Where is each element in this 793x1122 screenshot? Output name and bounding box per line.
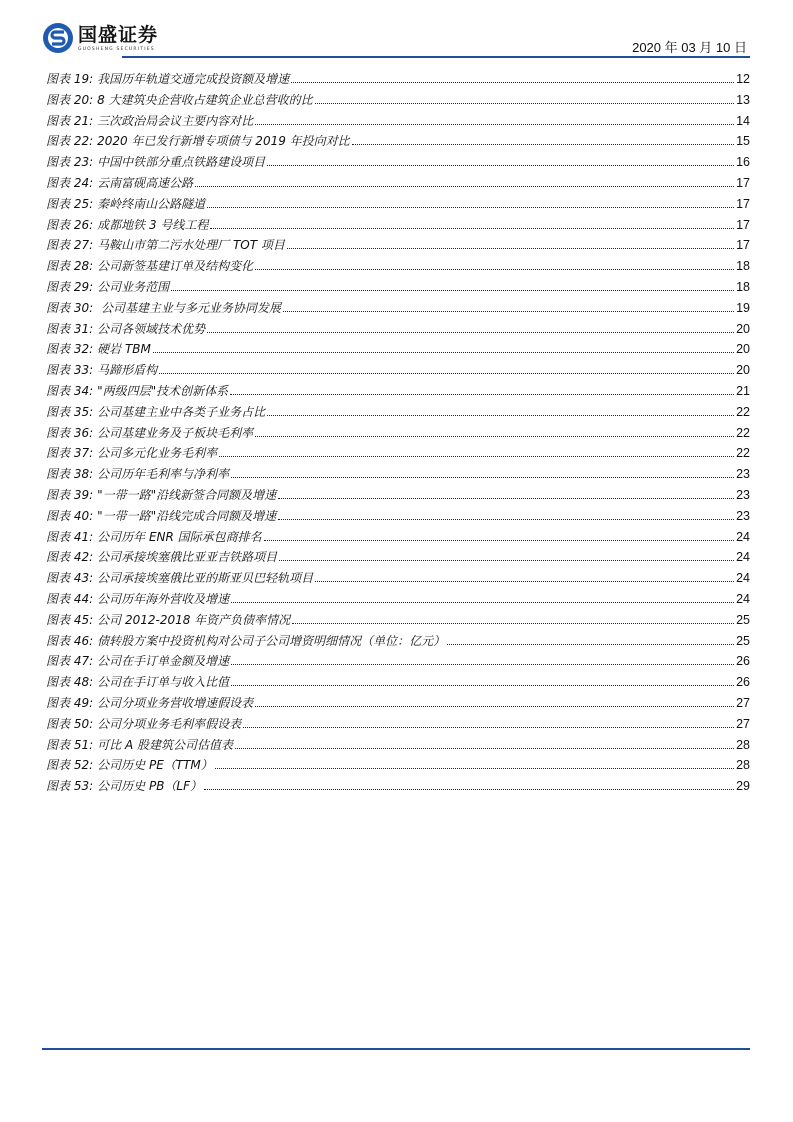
figure-number: 图表 50: xyxy=(46,716,94,731)
figure-number: 图表 53: xyxy=(46,779,94,794)
page-number: 24 xyxy=(736,571,750,586)
figure-number: 图表 30: xyxy=(46,300,94,315)
page-number: 13 xyxy=(736,92,750,107)
figure-number: 图表 21: xyxy=(46,113,94,128)
toc-entry[interactable] xyxy=(46,444,750,465)
figure-number: 图表 29: xyxy=(46,279,94,294)
leader-dots xyxy=(219,456,734,457)
figure-title: 公司历史 PB（LF） xyxy=(97,779,203,794)
figure-number: 图表 33: xyxy=(46,363,94,378)
toc-entry[interactable] xyxy=(46,112,750,133)
leader-dots xyxy=(230,394,734,395)
figure-number: 图表 19: xyxy=(46,72,94,86)
figure-title: 马蹄形盾构 xyxy=(97,363,158,378)
figure-title: 公司基建业务及子板块毛利率 xyxy=(97,425,254,440)
figure-title: "两级四层"技术创新体系 xyxy=(97,383,229,398)
leader-dots xyxy=(207,207,734,208)
company-logo xyxy=(42,22,158,54)
report-date: 2020 年 03 月 10 日 xyxy=(632,40,747,55)
toc-entry[interactable] xyxy=(46,403,750,424)
page-number: 28 xyxy=(736,758,750,773)
toc-entry[interactable] xyxy=(46,257,750,278)
figure-number: 图表 51: xyxy=(46,737,94,752)
toc-entry[interactable] xyxy=(46,340,750,361)
page-number: 23 xyxy=(736,487,750,502)
figure-number: 图表 37: xyxy=(46,446,94,461)
leader-dots xyxy=(283,311,734,312)
figure-number: 图表 48: xyxy=(46,675,94,690)
figure-list xyxy=(46,70,750,798)
page-number: 17 xyxy=(736,217,750,232)
toc-entry[interactable] xyxy=(46,320,750,341)
figure-number: 图表 52: xyxy=(46,758,94,773)
figure-number: 图表 41: xyxy=(46,529,94,544)
figure-title: 公司历史 PE（TTM） xyxy=(97,758,213,773)
toc-entry[interactable] xyxy=(46,777,750,798)
header-divider xyxy=(122,56,750,58)
page-number: 17 xyxy=(736,196,750,211)
figure-number: 图表 43: xyxy=(46,571,94,586)
page-number: 25 xyxy=(736,633,750,648)
page-number: 15 xyxy=(736,134,750,149)
toc-entry[interactable] xyxy=(46,132,750,153)
figure-title: 公司基建主业中各类子业务占比 xyxy=(97,404,266,419)
page-number: 26 xyxy=(736,675,750,690)
page-number: 27 xyxy=(736,695,750,710)
toc-entry[interactable] xyxy=(46,736,750,757)
logo-icon xyxy=(42,22,74,54)
figure-number: 图表 35: xyxy=(46,404,94,419)
leader-dots xyxy=(352,144,734,145)
leader-dots xyxy=(279,560,734,561)
leader-dots xyxy=(447,644,734,645)
toc-entry[interactable] xyxy=(46,91,750,112)
figure-title: 我国历年轨道交通完成投资额及增速 xyxy=(97,72,290,86)
page-number: 26 xyxy=(736,654,750,669)
figure-number: 图表 44: xyxy=(46,591,94,606)
figure-title: 公司在手订单与收入比值 xyxy=(97,675,230,690)
toc-entry[interactable] xyxy=(46,174,750,195)
figure-title: "一带一路"沿线新签合同额及增速 xyxy=(97,487,277,502)
figure-number: 图表 47: xyxy=(46,654,94,669)
toc-entry[interactable] xyxy=(46,548,750,569)
figure-number: 图表 22: xyxy=(46,134,94,149)
toc-entry[interactable] xyxy=(46,70,750,91)
leader-dots xyxy=(210,228,734,229)
leader-dots xyxy=(292,623,734,624)
toc-entry[interactable] xyxy=(46,715,750,736)
figure-title: 公司历年 ENR 国际承包商排名 xyxy=(97,529,262,544)
figure-number: 图表 20: xyxy=(46,92,94,107)
leader-dots xyxy=(171,290,734,291)
figure-title: 公司基建主业与多元业务协同发展 xyxy=(97,300,281,315)
figure-number: 图表 42: xyxy=(46,550,94,565)
figure-title: 公司各领域技术优势 xyxy=(97,321,206,336)
figure-number: 图表 49: xyxy=(46,695,94,710)
page-number: 14 xyxy=(736,113,750,128)
page-number: 25 xyxy=(736,612,750,627)
leader-dots xyxy=(278,498,734,499)
figure-title: 公司分项业务毛利率假设表 xyxy=(97,716,242,731)
toc-entry[interactable] xyxy=(46,382,750,403)
brand-name-en: GUOSHENG SECURITIES xyxy=(78,46,155,52)
leader-dots xyxy=(267,415,734,416)
leader-dots xyxy=(287,248,734,249)
leader-dots xyxy=(231,477,734,478)
page-number: 24 xyxy=(736,591,750,606)
leader-dots xyxy=(235,748,734,749)
toc-entry[interactable] xyxy=(46,632,750,653)
toc-entry[interactable] xyxy=(46,195,750,216)
page-number: 24 xyxy=(736,529,750,544)
page-number: 20 xyxy=(736,342,750,357)
leader-dots xyxy=(231,664,734,665)
page-number: 22 xyxy=(736,425,750,440)
figure-number: 图表 46: xyxy=(46,633,94,648)
toc-entry[interactable] xyxy=(46,694,750,715)
figure-title: 云南富砚高速公路 xyxy=(97,175,194,190)
page-number: 21 xyxy=(736,383,750,398)
page-number: 17 xyxy=(736,175,750,190)
figure-number: 图表 25: xyxy=(46,196,94,211)
page-number: 19 xyxy=(736,300,750,315)
figure-title: 公司历年毛利率与净利率 xyxy=(97,467,230,482)
page-number: 20 xyxy=(736,363,750,378)
page-number: 17 xyxy=(736,238,750,253)
toc-entry[interactable] xyxy=(46,507,750,528)
figure-title: 可比 A 股建筑公司估值表 xyxy=(97,737,233,752)
leader-dots xyxy=(255,706,734,707)
toc-entry[interactable] xyxy=(46,153,750,174)
leader-dots xyxy=(255,269,734,270)
page-number: 18 xyxy=(736,259,750,274)
figure-title: 马鞍山市第二污水处理厂 TOT 项目 xyxy=(97,238,285,253)
toc-entry[interactable] xyxy=(46,673,750,694)
leader-dots xyxy=(159,373,734,374)
toc-entry[interactable] xyxy=(46,569,750,590)
figure-title: 公司历年海外营收及增速 xyxy=(97,591,230,606)
leader-dots xyxy=(278,519,734,520)
leader-dots xyxy=(255,436,734,437)
toc-entry[interactable] xyxy=(46,361,750,382)
figure-number: 图表 27: xyxy=(46,238,94,253)
page-number: 20 xyxy=(736,321,750,336)
figure-title: 公司承接埃塞俄比亚的斯亚贝巴轻轨项目 xyxy=(97,571,314,586)
toc-entry[interactable] xyxy=(46,590,750,611)
leader-dots xyxy=(195,186,734,187)
page-number: 22 xyxy=(736,404,750,419)
toc-entry[interactable] xyxy=(46,528,750,549)
toc-entry[interactable] xyxy=(46,756,750,777)
page-number: 18 xyxy=(736,279,750,294)
figure-title: 公司承接埃塞俄比亚亚吉铁路项目 xyxy=(97,550,278,565)
page-number: 12 xyxy=(736,72,750,86)
figure-number: 图表 28: xyxy=(46,259,94,274)
leader-dots xyxy=(207,332,734,333)
leader-dots xyxy=(315,103,735,104)
figure-title: 公司新签基建订单及结构变化 xyxy=(97,259,254,274)
figure-number: 图表 31: xyxy=(46,321,94,336)
figure-number: 图表 23: xyxy=(46,155,94,170)
footer-divider xyxy=(42,1048,750,1050)
leader-dots xyxy=(231,685,734,686)
toc-entry[interactable] xyxy=(46,216,750,237)
figure-title: 中国中铁部分重点铁路建设项目 xyxy=(97,155,266,170)
leader-dots xyxy=(264,540,734,541)
leader-dots xyxy=(255,124,734,125)
toc-entry[interactable] xyxy=(46,278,750,299)
figure-number: 图表 34: xyxy=(46,383,94,398)
toc-entry[interactable] xyxy=(46,486,750,507)
page-number: 23 xyxy=(736,508,750,523)
figure-title: 公司在手订单金额及增速 xyxy=(97,654,230,669)
leader-dots xyxy=(231,602,734,603)
figure-number: 图表 45: xyxy=(46,612,94,627)
figure-title: 三次政治局会议主要内容对比 xyxy=(97,113,254,128)
figure-title: 2020 年已发行新增专项债与 2019 年投向对比 xyxy=(97,134,350,149)
leader-dots xyxy=(291,82,734,83)
page-number: 22 xyxy=(736,446,750,461)
toc-entry[interactable] xyxy=(46,299,750,320)
figure-number: 图表 39: xyxy=(46,487,94,502)
page-number: 24 xyxy=(736,550,750,565)
figure-title: 公司分项业务营收增速假设表 xyxy=(97,695,254,710)
figure-title: 债转股方案中投资机构对公司子公司增资明细情况（单位：亿元） xyxy=(97,633,446,648)
page-number: 28 xyxy=(736,737,750,752)
toc-entry[interactable] xyxy=(46,652,750,673)
figure-title: 成都地铁 3 号线工程 xyxy=(97,217,209,232)
figure-number: 图表 36: xyxy=(46,425,94,440)
leader-dots xyxy=(243,727,734,728)
leader-dots xyxy=(315,581,734,582)
page-number: 29 xyxy=(736,779,750,794)
figure-number: 图表 26: xyxy=(46,217,94,232)
figure-number: 图表 24: xyxy=(46,175,94,190)
figure-title: 公司多元化业务毛利率 xyxy=(97,446,218,461)
page-number: 23 xyxy=(736,467,750,482)
leader-dots xyxy=(153,352,734,353)
figure-number: 图表 38: xyxy=(46,467,94,482)
figure-title: 硬岩 TBM xyxy=(97,342,151,357)
figure-number: 图表 40: xyxy=(46,508,94,523)
leader-dots xyxy=(267,165,734,166)
figure-title: 8 大建筑央企营收占建筑企业总营收的比 xyxy=(97,92,313,107)
leader-dots xyxy=(204,789,734,790)
toc-entry[interactable] xyxy=(46,236,750,257)
brand-name: 国盛证券 xyxy=(78,23,159,46)
figure-title: "一带一路"沿线完成合同额及增速 xyxy=(97,508,277,523)
figure-number: 图表 32: xyxy=(46,342,94,357)
leader-dots xyxy=(215,768,734,769)
figure-title: 公司业务范围 xyxy=(97,279,170,294)
toc-entry[interactable] xyxy=(46,465,750,486)
figure-title: 公司 2012-2018 年资产负债率情况 xyxy=(97,612,291,627)
page-number: 16 xyxy=(736,155,750,170)
toc-entry[interactable] xyxy=(46,424,750,445)
page-number: 27 xyxy=(736,716,750,731)
toc-entry[interactable] xyxy=(46,611,750,632)
figure-title: 秦岭终南山公路隧道 xyxy=(97,196,206,211)
